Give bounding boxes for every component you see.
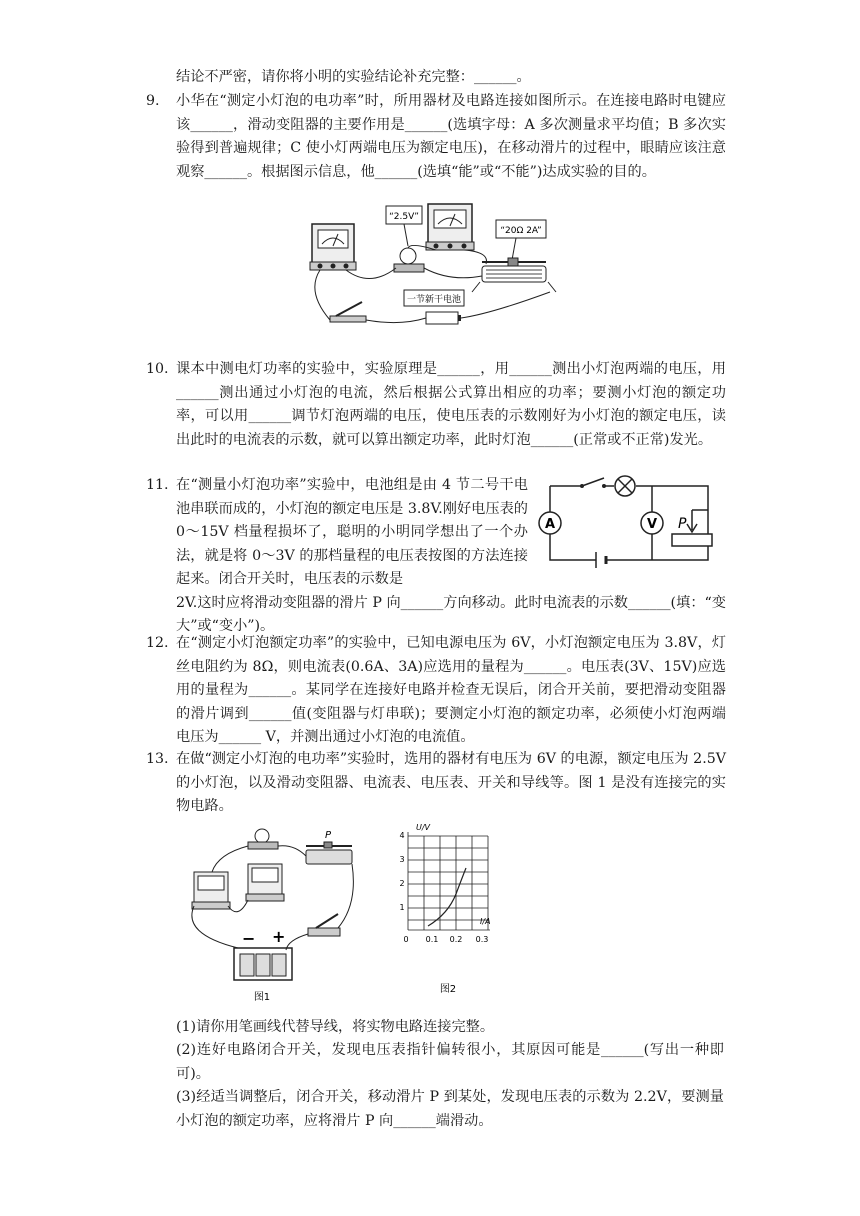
question-number: 9. <box>146 93 160 109</box>
ammeter-icon <box>192 872 230 909</box>
graph-grid <box>408 832 490 930</box>
origin-tick: 0 <box>403 935 409 944</box>
question-text: 课本中测电灯功率的实验中，实验原理是______，用______测出小灯泡两端的电压，用______测出通过小灯泡的电流，然后根据公式算出相应的功率；要测小灯泡的额定功率，可以用______调节灯泡两端的电压，使电压表的示数刚好为小灯泡的额定电压，读出此时的电流表的示数，就可以算出额定功率，此时灯泡______(正常或不正常)发光。 <box>176 361 726 448</box>
battery-icon <box>426 312 461 324</box>
lamp-icon <box>615 476 635 496</box>
question-number: 10. <box>146 361 169 377</box>
switch-icon <box>330 302 366 322</box>
svg-text:P: P <box>678 516 687 532</box>
question-text: 小华在“测定小灯泡的电功率”时，所用器材及电路连接如图所示。在连接电路时电键应该______，滑动变阻器的主要作用是______(选填字母：A 多次测量求平均值；B 多次实验得到普遍规律；C 使小灯两端电压为额定电压)，在移动滑片的过程中，眼睛应该注意观察______。根据图示信息，他______(选填“能”或“不能”)达成实验的目的。 <box>176 93 726 180</box>
question-9 <box>146 90 726 184</box>
rheostat-icon <box>672 510 712 546</box>
x-tick: 0.1 <box>425 935 439 944</box>
q13-sub-3: (3)经适当调整后，闭合开关，移动滑片 P 到某处，发现电压表的示数为 2.2V，要测量小灯泡的额定功率，应将滑片 P 向______端滑动。 <box>176 1089 724 1129</box>
q13-sub-2: (2)连好电路闭合开关，发现电压表指针偏转很小，其原因可能是______(写出一种即可)。 <box>176 1042 724 1082</box>
svg-text:+: + <box>272 927 286 946</box>
battery-label: 一节新干电池 <box>406 295 462 305</box>
svg-text:−: − <box>242 929 256 948</box>
svg-text:P: P <box>324 830 332 841</box>
y-axis-label: U/V <box>416 823 431 832</box>
q9-circuit-figure <box>300 202 560 330</box>
switch-icon <box>308 914 340 936</box>
bulb-icon <box>394 248 424 272</box>
battery-icon <box>234 927 292 980</box>
svg-text:V: V <box>646 517 658 532</box>
x-tick: 0.2 <box>449 935 463 944</box>
voltmeter-icon <box>426 204 474 250</box>
bulb-label: “2.5V” <box>389 212 419 222</box>
figure-1-caption: 图1 <box>253 992 271 1003</box>
question-text-left: 在“测量小灯泡功率”实验中，电池组是由 4 节二号干电池串联而成的，小灯泡的额定电压是 3.8V.刚好电压表的 0～15V 档量程损坏了，聪明的小明同学想出了一个办法，就是将 0～3V 的那档量程的电压表按图的方法连接起来。闭合开关时，电压表的示数是 <box>176 477 528 587</box>
y-tick: 4 <box>399 831 405 840</box>
u-i-curve <box>428 868 466 926</box>
question-text: 在“测定小灯泡额定功率”的实验中，已知电源电压为 6V，小灯泡额定电压为 3.8V，灯丝电阻约为 8Ω，则电流表(0.6A、3A)应选用的量程为______。电压表(3V、15V)应选用的量程为______。某同学在连接好电路并检查无误后，闭合开关前，要把滑动变阻器的滑片调到______值(变阻器与灯串联)；要测定小灯泡的额定功率，必须使小灯泡两端电压为______ V，并测出通过小灯泡的电流值。 <box>176 635 726 745</box>
svg-text:A: A <box>544 517 556 532</box>
question-number: 11. <box>146 477 169 493</box>
battery-icon <box>596 552 606 568</box>
rheostat-label: “20Ω 2A” <box>500 226 542 236</box>
ammeter-icon <box>310 224 356 270</box>
bulb-icon <box>248 829 278 849</box>
ammeter-icon <box>539 512 561 534</box>
previous-question-tail: 结论不严密，请你将小明的实验结论补充完整：______。 <box>176 69 531 85</box>
question-12 <box>146 632 726 750</box>
q13-figure-1 <box>178 824 358 1004</box>
question-number: 13. <box>146 751 169 767</box>
question-text-continued: 2V.这时应将滑动变阻器的滑片 P 向______方向移动。此时电流表的示数______(填：“变大”或“变小”)。 <box>176 594 726 634</box>
question-13 <box>146 748 726 819</box>
q13-sub-1: (1)请你用笔画线代替导线，将实物电路连接完整。 <box>176 1019 495 1035</box>
y-tick: 2 <box>399 879 405 888</box>
x-tick: 0.3 <box>475 935 489 944</box>
x-axis-label: I/A <box>480 917 491 926</box>
figure-2-caption: 图2 <box>439 984 457 995</box>
q11-circuit-diagram <box>532 472 722 576</box>
question-number: 12. <box>146 635 169 651</box>
voltmeter-icon <box>641 512 663 534</box>
question-10 <box>146 358 726 452</box>
rheostat-icon <box>306 830 352 864</box>
question-text: 在做“测定小灯泡的电功率”实验时，选用的器材有电压为 6V 的电源，额定电压为 2.5V 的小灯泡，以及滑动变阻器、电流表、电压表、开关和导线等。图 1 是没有连接完的实物电路。 <box>176 751 726 814</box>
voltmeter-icon <box>246 864 284 901</box>
rheostat-icon <box>472 258 556 292</box>
y-tick: 3 <box>399 855 405 864</box>
q13-figure-2-graph <box>392 818 502 998</box>
y-tick: 1 <box>399 903 405 912</box>
